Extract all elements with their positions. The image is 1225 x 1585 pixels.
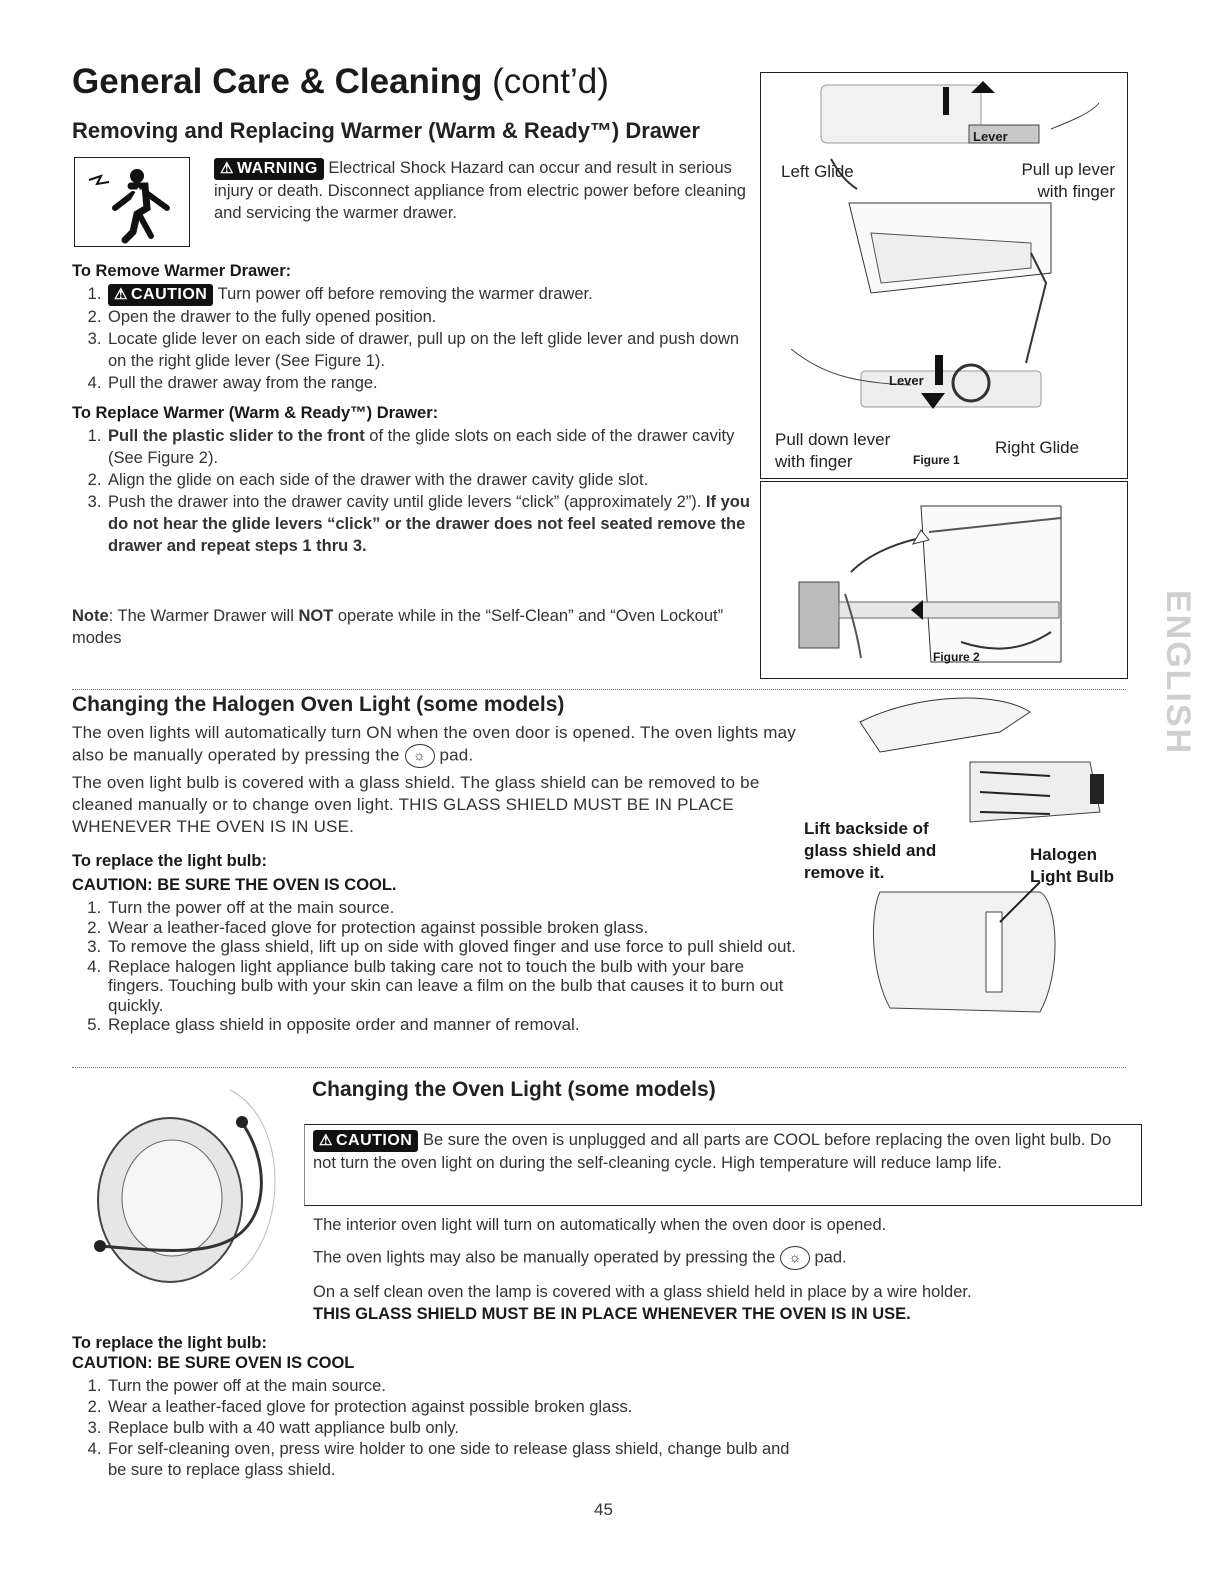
figure-1 bbox=[760, 72, 1128, 479]
list-item: 2. Open the drawer to the fully opened position. bbox=[106, 306, 752, 328]
pull-down-label: Pull down lever with finger bbox=[775, 430, 891, 471]
list-item: 1. Pull the plastic slider to the front of the glide slots on each side of the drawer cavity (See Figure 2). bbox=[106, 425, 752, 469]
page-number: 45 bbox=[594, 1500, 613, 1519]
language-tab: ENGLISH bbox=[1159, 590, 1197, 756]
list-item: 4. For self-cleaning oven, press wire holder to one side to release glass shield, change bulb and be sure to replace glass shield. bbox=[106, 1439, 792, 1481]
halogen-paragraph-2: The oven light bulb is covered with a glass shield. The glass shield can be removed to be cleaned manually or to change oven light. THIS GLASS SHIELD MUST BE IN PLACE WHENEVER THE OVEN IS IN USE. bbox=[72, 773, 760, 836]
oven-light-replace-heading: To replace the light bulb: bbox=[72, 1334, 267, 1352]
page-title: General Care & Cleaning (cont’d) bbox=[72, 62, 609, 101]
right-glide-label: Right Glide bbox=[995, 438, 1080, 457]
lever-label-top: Lever bbox=[973, 129, 1008, 144]
shock-hazard-icon bbox=[74, 157, 190, 247]
section-divider bbox=[72, 689, 1126, 690]
slider-illustration bbox=[761, 482, 1127, 678]
oven-light-paragraph-2: The oven lights may also be manually operated by pressing the ☼ pad. bbox=[313, 1246, 1133, 1270]
list-item: 3. Replace bulb with a 40 watt appliance bulb only. bbox=[106, 1418, 792, 1439]
pull-up-label: Pull up lever with finger bbox=[1021, 160, 1115, 201]
caution-badge: ⚠ CAUTION bbox=[313, 1130, 418, 1152]
warning-triangle-icon: ⚠ bbox=[114, 286, 128, 303]
list-item: 4. Replace halogen light appliance bulb taking care not to touch the bulb with your bare fingers. Touching bulb with your skin can leave a film on the bulb that causes it to burn out quickly. bbox=[106, 957, 802, 1016]
warmer-warning: ⚠ WARNING Electrical Shock Hazard can occur and result in serious injury or death. Disconnect appliance from electric power before cleaning and servicing the warmer drawer. bbox=[214, 159, 746, 222]
left-glide-label: Left Glide bbox=[781, 162, 854, 181]
light-bulb-icon: ☼ bbox=[780, 1246, 810, 1270]
halogen-paragraph-1: The oven lights will automatically turn ON when the oven door is opened. The oven lights may also be manually operated by pressing the ☼ pad. bbox=[72, 722, 800, 768]
list-item: 2. Align the glide on each side of the drawer with the drawer cavity glide slot. bbox=[106, 469, 752, 491]
halogen-caution: CAUTION: BE SURE THE OVEN IS COOL. bbox=[72, 876, 397, 894]
section-divider bbox=[72, 1067, 1126, 1068]
caution-badge: ⚠ CAUTION bbox=[108, 284, 213, 306]
light-bulb-icon: ☼ bbox=[405, 744, 435, 768]
replace-heading: To Replace Warmer (Warm & Ready™) Drawer: bbox=[72, 404, 439, 422]
remove-heading: To Remove Warmer Drawer: bbox=[72, 262, 292, 280]
list-item: 1. Turn the power off at the main source. bbox=[106, 898, 802, 918]
warmer-heading: Removing and Replacing Warmer (Warm & Ready™) Drawer bbox=[72, 118, 700, 143]
oven-light-heading: Changing the Oven Light (some models) bbox=[312, 1078, 716, 1101]
lever-label-bottom: Lever bbox=[889, 373, 924, 388]
oven-light-paragraph-1: The interior oven light will turn on automatically when the oven door is opened. bbox=[313, 1216, 887, 1234]
oven-light-caution-box bbox=[304, 1124, 1142, 1206]
list-item: 5. Replace glass shield in opposite order and manner of removal. bbox=[106, 1015, 802, 1035]
figure-1-caption: Figure 1 bbox=[913, 453, 960, 467]
oven-light-caution-text: ⚠ CAUTION Be sure the oven is unplugged and all parts are COOL before replacing the oven light bulb. Do not turn the oven light on during the self-cleaning cycle. High temperature will reduce lamp life. bbox=[313, 1131, 1112, 1172]
oven-light-paragraph-4: THIS GLASS SHIELD MUST BE IN PLACE WHENEVER THE OVEN IS IN USE. bbox=[313, 1305, 911, 1323]
halogen-bulb-label: Halogen Light Bulb bbox=[1030, 845, 1115, 886]
list-item: 3. Push the drawer into the drawer cavity until glide levers “click” (approximately 2”). If you do not hear the glide levers “click” or the drawer does not feel seated remove the drawer and repeat steps 1 thru 3. bbox=[106, 491, 752, 557]
halogen-replace-heading: To replace the light bulb: bbox=[72, 852, 267, 870]
drawer-glide-illustration bbox=[761, 73, 1127, 478]
list-item: 2. Wear a leather-faced glove for protection against possible broken glass. bbox=[106, 1397, 792, 1418]
list-item: 1. ⚠ CAUTION Turn power off before removing the warmer drawer. bbox=[106, 283, 752, 306]
remove-steps bbox=[72, 283, 752, 394]
halogen-lift-label: Lift backside of glass shield and remove it. bbox=[804, 819, 937, 882]
warning-triangle-icon: ⚠ bbox=[220, 160, 234, 177]
list-item: 3. To remove the glass shield, lift up on side with gloved finger and use force to pull shield out. bbox=[106, 937, 802, 957]
warmer-note: Note: The Warmer Drawer will NOT operate while in the “Self-Clean” and “Oven Lockout” modes bbox=[72, 607, 724, 647]
list-item: 1. Turn the power off at the main source. bbox=[106, 1376, 792, 1397]
halogen-heading: Changing the Halogen Oven Light (some models) bbox=[72, 693, 565, 716]
figure-2-caption: Figure 2 bbox=[933, 650, 980, 664]
oven-light-illustration bbox=[80, 1080, 300, 1310]
oven-light-steps bbox=[72, 1376, 792, 1481]
replace-steps bbox=[72, 425, 752, 557]
list-item: 3. Locate glide lever on each side of drawer, pull up on the left glide lever and push down on the right glide lever (See Figure 1). bbox=[106, 328, 752, 372]
figure-2 bbox=[760, 481, 1128, 679]
list-item: 2. Wear a leather-faced glove for protection against possible broken glass. bbox=[106, 918, 802, 938]
halogen-steps bbox=[72, 898, 802, 1035]
warning-triangle-icon: ⚠ bbox=[319, 1132, 333, 1149]
list-item: 4. Pull the drawer away from the range. bbox=[106, 372, 752, 394]
warning-badge: ⚠ WARNING bbox=[214, 158, 324, 180]
oven-light-paragraph-3: On a self clean oven the lamp is covered with a glass shield held in place by a wire holder. bbox=[313, 1283, 972, 1301]
oven-light-caution-2: CAUTION: BE SURE OVEN IS COOL bbox=[72, 1354, 355, 1372]
